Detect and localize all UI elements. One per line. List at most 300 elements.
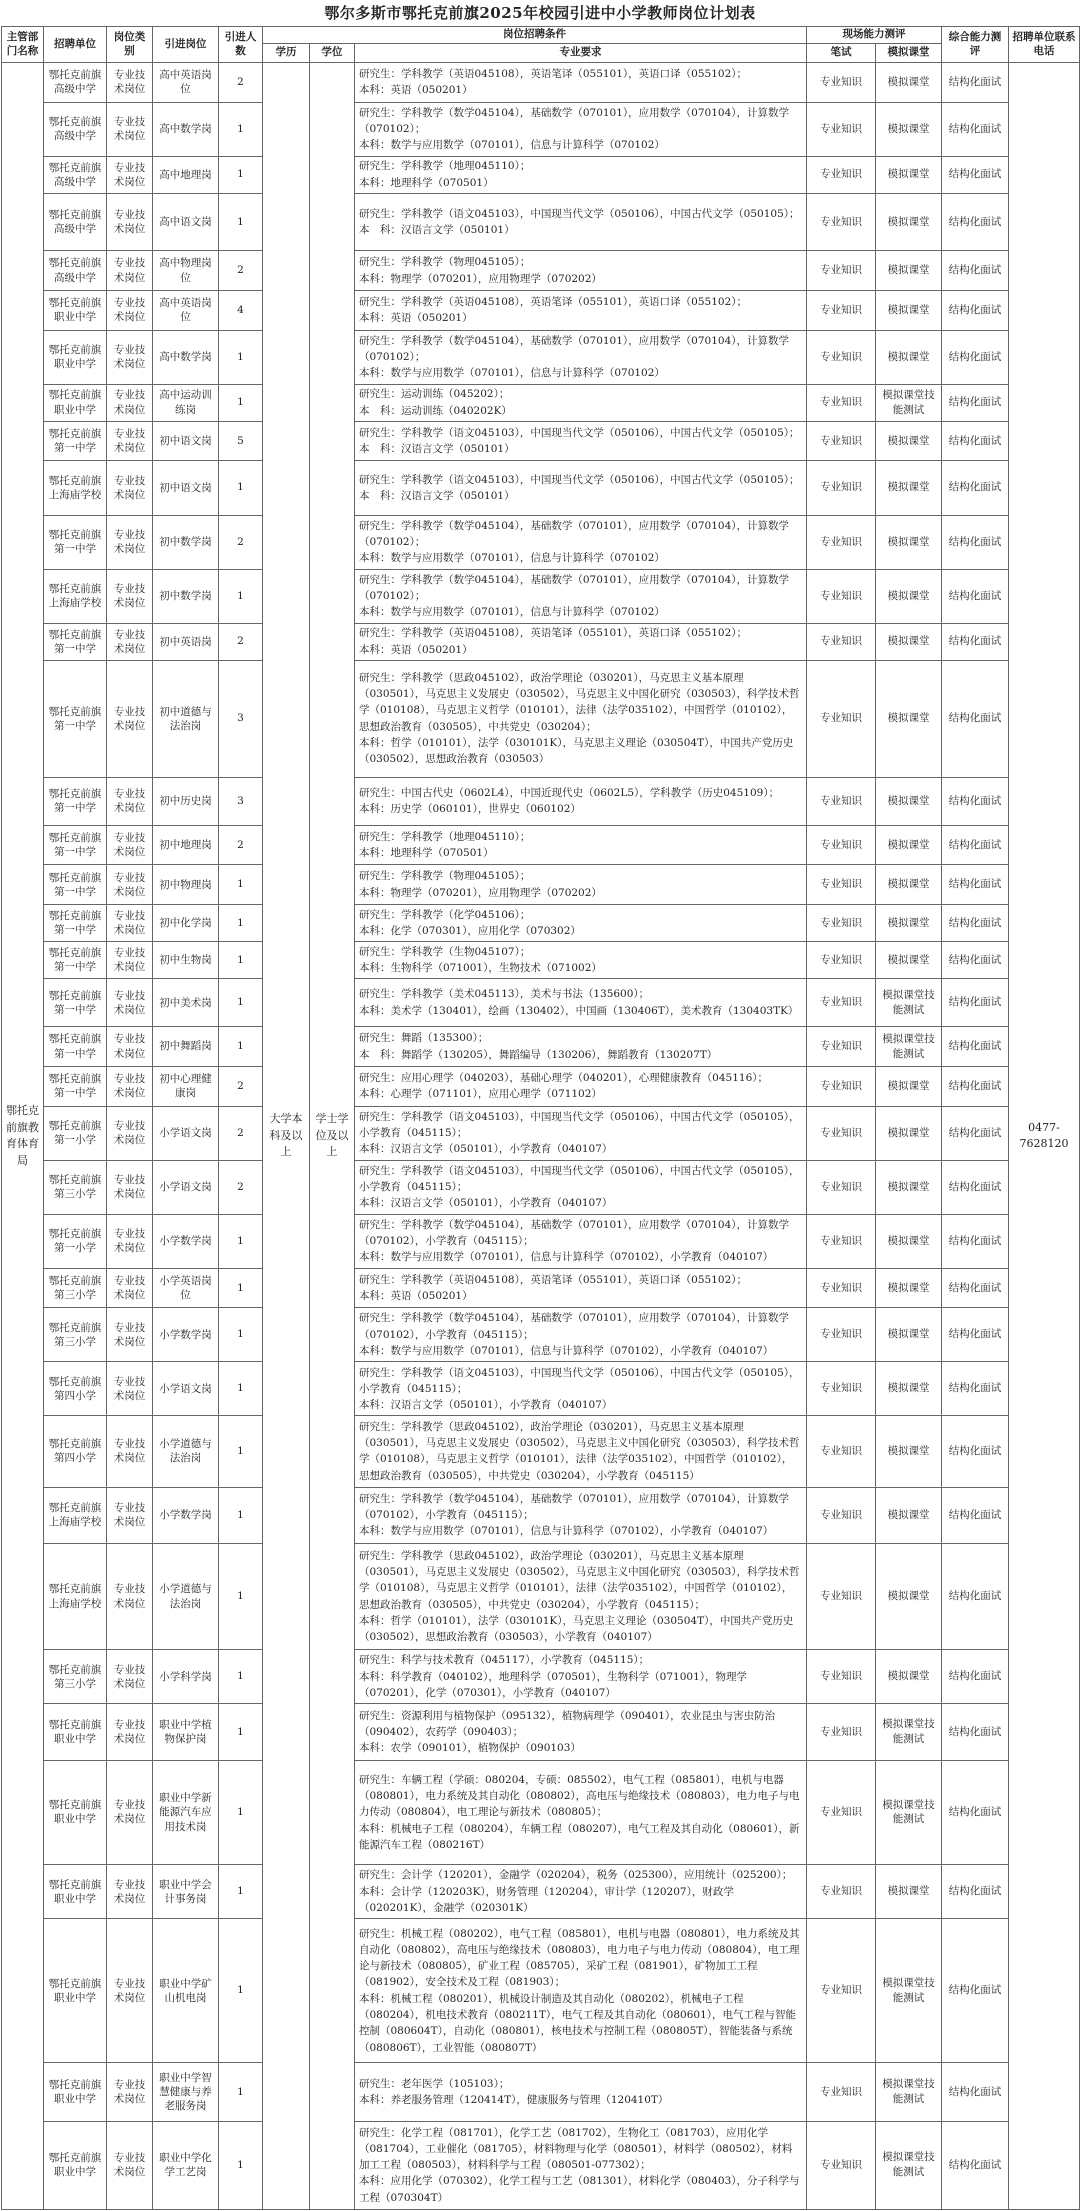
mock-class-cell: 模拟课堂 (876, 1268, 942, 1308)
category-cell: 专业技术岗位 (107, 979, 153, 1027)
category-cell: 专业技术岗位 (107, 515, 153, 569)
unit-cell: 鄂托克前旗职业中学 (44, 1919, 107, 2063)
written-test-cell: 专业知识 (807, 1027, 876, 1067)
mock-class-cell: 模拟课堂 (876, 515, 942, 569)
mock-class-cell: 模拟课堂技能测试 (876, 2121, 942, 2209)
post-cell: 小学语文岗 (153, 1362, 219, 1416)
mock-class-cell: 模拟课堂 (876, 777, 942, 825)
category-cell: 专业技术岗位 (107, 1760, 153, 1864)
unit-cell: 鄂托克前旗职业中学 (44, 330, 107, 384)
mock-class-cell: 模拟课堂 (876, 1865, 942, 1919)
table-row (2, 660, 1080, 777)
mock-class-cell: 模拟课堂 (876, 623, 942, 660)
major-requirement-cell: 研究生：学科教学（美术045113），美术与书法（135600）； 本科：美术学（130401），绘画（130402），中国画（130406T），美术教育（130403TK） (355, 979, 807, 1027)
ability-test-cell: 结构化面试 (942, 63, 1009, 103)
mock-class-cell: 模拟课堂 (876, 1487, 942, 1543)
ability-test-cell: 结构化面试 (942, 1160, 1009, 1214)
written-test-cell: 专业知识 (807, 1106, 876, 1160)
major-requirement-cell: 研究生：学科教学（英语045108），英语笔译（055101），英语口译（055102）； 本科：英语（050201） (355, 623, 807, 660)
category-cell: 专业技术岗位 (107, 942, 153, 979)
table-row (2, 1760, 1080, 1864)
table-row (2, 825, 1080, 865)
post-cell: 初中美术岗 (153, 979, 219, 1027)
ability-test-cell: 结构化面试 (942, 515, 1009, 569)
table-body (2, 63, 1080, 2210)
category-cell: 专业技术岗位 (107, 1268, 153, 1308)
phone-cell: 0477-7628120 (1009, 63, 1080, 2210)
major-requirement-cell: 研究生：学科教学（英语045108），英语笔译（055101），英语口译（055102）； 本科：英语（050201） (355, 63, 807, 103)
category-cell: 专业技术岗位 (107, 421, 153, 461)
category-cell: 专业技术岗位 (107, 1416, 153, 1487)
written-test-cell: 专业知识 (807, 1650, 876, 1704)
table-row (2, 942, 1080, 979)
mock-class-cell: 模拟课堂 (876, 1362, 942, 1416)
mock-class-cell: 模拟课堂 (876, 461, 942, 515)
category-cell: 专业技术岗位 (107, 1027, 153, 1067)
written-test-cell: 专业知识 (807, 1268, 876, 1308)
mock-class-cell: 模拟课堂 (876, 905, 942, 942)
ability-test-cell: 结构化面试 (942, 1416, 1009, 1487)
mock-class-cell: 模拟课堂 (876, 1106, 942, 1160)
category-cell: 专业技术岗位 (107, 1704, 153, 1760)
unit-cell: 鄂托克前旗第一小学 (44, 1214, 107, 1268)
written-test-cell: 专业知识 (807, 515, 876, 569)
ability-test-cell: 结构化面试 (942, 777, 1009, 825)
ability-test-cell: 结构化面试 (942, 461, 1009, 515)
major-requirement-cell: 研究生：学科教学（语文045103），中国现当代文学（050106），中国古代文学（050105）； 本 科：汉语言文学（050101） (355, 461, 807, 515)
written-test-cell: 专业知识 (807, 251, 876, 291)
count-cell: 1 (219, 193, 263, 250)
table-row (2, 979, 1080, 1027)
header-onsite: 现场能力测评 (807, 27, 942, 44)
category-cell: 专业技术岗位 (107, 290, 153, 330)
unit-cell: 鄂托克前旗第三小学 (44, 1650, 107, 1704)
written-test-cell: 专业知识 (807, 1362, 876, 1416)
ability-test-cell: 结构化面试 (942, 1027, 1009, 1067)
major-requirement-cell: 研究生：中国古代史（0602L4），中国近现代史（0602L5），学科教学（历史045109）； 本科：历史学（060101），世界史（060102） (355, 777, 807, 825)
post-cell: 高中物理岗位 (153, 251, 219, 291)
unit-cell: 鄂托克前旗第一小学 (44, 1106, 107, 1160)
written-test-cell: 专业知识 (807, 979, 876, 1027)
unit-cell: 鄂托克前旗职业中学 (44, 2121, 107, 2209)
table-row (2, 515, 1080, 569)
table-row (2, 63, 1080, 103)
post-cell: 小学语文岗 (153, 1160, 219, 1214)
mock-class-cell: 模拟课堂技能测试 (876, 1919, 942, 2063)
category-cell: 专业技术岗位 (107, 1308, 153, 1362)
ability-test-cell: 结构化面试 (942, 569, 1009, 623)
ability-test-cell: 结构化面试 (942, 1760, 1009, 1864)
count-cell: 1 (219, 1704, 263, 1760)
post-cell: 职业中学智慧健康与养老服务岗 (153, 2063, 219, 2121)
category-cell: 专业技术岗位 (107, 63, 153, 103)
mock-class-cell: 模拟课堂 (876, 660, 942, 777)
mock-class-cell: 模拟课堂技能测试 (876, 2063, 942, 2121)
unit-cell: 鄂托克前旗第一中学 (44, 623, 107, 660)
unit-cell: 鄂托克前旗第四小学 (44, 1416, 107, 1487)
major-requirement-cell: 研究生：学科教学（数学045104），基础数学（070101），应用数学（070104），计算数学（070102）； 本科：数学与应用数学（070101），信息与计算科学（070102） (355, 330, 807, 384)
ability-test-cell: 结构化面试 (942, 193, 1009, 250)
table-row (2, 1865, 1080, 1919)
major-requirement-cell: 研究生：学科教学（语文045103），中国现当代文学（050106），中国古代文学（050105）； 本 科：汉语言文学（050101） (355, 193, 807, 250)
written-test-cell: 专业知识 (807, 660, 876, 777)
table-row (2, 2063, 1080, 2121)
count-cell: 1 (219, 1214, 263, 1268)
table-row (2, 2121, 1080, 2209)
major-requirement-cell: 研究生：学科教学（化学045106）； 本科：化学（070301），应用化学（070302） (355, 905, 807, 942)
ability-test-cell: 结构化面试 (942, 1308, 1009, 1362)
major-requirement-cell: 研究生：学科教学（语文045103），中国现当代文学（050106），中国古代文学（050105），小学教育（045115）； 本科：汉语言文学（050101），小学教育（040107） (355, 1106, 807, 1160)
major-requirement-cell: 研究生：学科教学（英语045108），英语笔译（055101），英语口译（055102）； 本科：英语（050201） (355, 290, 807, 330)
unit-cell: 鄂托克前旗职业中学 (44, 1704, 107, 1760)
header-post: 引进岗位 (153, 27, 219, 63)
count-cell: 1 (219, 330, 263, 384)
table-row (2, 384, 1080, 421)
education-cell: 大学本科及以上 (263, 63, 310, 2210)
major-requirement-cell: 研究生：学科教学（物理045105）； 本科：物理学（070201），应用物理学（070202） (355, 251, 807, 291)
ability-test-cell: 结构化面试 (942, 979, 1009, 1027)
major-requirement-cell: 研究生：学科教学（地理045110）； 本科：地理科学（070501） (355, 825, 807, 865)
post-cell: 职业中学新能源汽车应用技术岗 (153, 1760, 219, 1864)
unit-cell: 鄂托克前旗高级中学 (44, 63, 107, 103)
table-row (2, 1214, 1080, 1268)
header-phone: 招聘单位联系电话 (1009, 27, 1080, 63)
category-cell: 专业技术岗位 (107, 905, 153, 942)
written-test-cell: 专业知识 (807, 193, 876, 250)
post-cell: 初中英语岗 (153, 623, 219, 660)
written-test-cell: 专业知识 (807, 1308, 876, 1362)
post-cell: 初中舞蹈岗 (153, 1027, 219, 1067)
major-requirement-cell: 研究生：学科教学（物理045105）； 本科：物理学（070201），应用物理学（070202） (355, 865, 807, 905)
ability-test-cell: 结构化面试 (942, 1066, 1009, 1106)
unit-cell: 鄂托克前旗高级中学 (44, 251, 107, 291)
written-test-cell: 专业知识 (807, 1066, 876, 1106)
ability-test-cell: 结构化面试 (942, 623, 1009, 660)
count-cell: 1 (219, 461, 263, 515)
ability-test-cell: 结构化面试 (942, 1865, 1009, 1919)
count-cell: 2 (219, 251, 263, 291)
count-cell: 1 (219, 102, 263, 156)
count-cell: 1 (219, 1362, 263, 1416)
unit-cell: 鄂托克前旗第一中学 (44, 905, 107, 942)
major-requirement-cell: 研究生：机械工程（080202），电气工程（085801），电机与电器（080801），电力系统及其自动化（080802），高电压与绝缘技术（080803），电力电子与电力传动（080804），电工理论与新技术（080805），矿业工程（085705），采矿工程（081901），矿物加工工程（081902），安全技术及工程（081903）； 本科：机械工程（080201），机械设计制造及其自动化（080202），机械电子工程（080204），机电技术教育（080211T），电气工程及其自动化（080601），电气工程与智能控制（080604T），自动化（080801），核电技术与控制工程（080805T），智能装备与系统（080806T），工业智能（080807T） (355, 1919, 807, 2063)
count-cell: 3 (219, 777, 263, 825)
written-test-cell: 专业知识 (807, 623, 876, 660)
unit-cell: 鄂托克前旗高级中学 (44, 156, 107, 193)
post-cell: 小学数学岗 (153, 1214, 219, 1268)
mock-class-cell: 模拟课堂 (876, 421, 942, 461)
mock-class-cell: 模拟课堂 (876, 1416, 942, 1487)
major-requirement-cell: 研究生：学科教学（语文045103），中国现当代文学（050106），中国古代文学（050105），小学教育（045115）； 本科：汉语言文学（050101），小学教育（040107） (355, 1362, 807, 1416)
table-row (2, 1487, 1080, 1543)
major-requirement-cell: 研究生：应用心理学（040203），基础心理学（040201），心理健康教育（045116）； 本科：心理学（071101），应用心理学（071102） (355, 1066, 807, 1106)
table-row (2, 1919, 1080, 2063)
post-cell: 小学英语岗位 (153, 1268, 219, 1308)
table-row (2, 1362, 1080, 1416)
post-cell: 初中数学岗 (153, 569, 219, 623)
category-cell: 专业技术岗位 (107, 1066, 153, 1106)
unit-cell: 鄂托克前旗第一中学 (44, 421, 107, 461)
category-cell: 专业技术岗位 (107, 1919, 153, 2063)
mock-class-cell: 模拟课堂 (876, 569, 942, 623)
major-requirement-cell: 研究生：学科教学（思政045102），政治学理论（030201），马克思主义基本原理（030501），马克思主义发展史（030502），马克思主义中国化研究（030503），科学技术哲学（010108），马克思主义哲学（010101），法律（法学035102），中国哲学（010102），思想政治教育（030505），中共党史（030204），小学教育（045115）； 本科：哲学（010101），法学（030101K），马克思主义理论（030504T），中国共产党历史（030502），思想政治教育（030503），小学教育（040107） (355, 1543, 807, 1649)
count-cell: 2 (219, 1106, 263, 1160)
count-cell: 1 (219, 1487, 263, 1543)
ability-test-cell: 结构化面试 (942, 2121, 1009, 2209)
category-cell: 专业技术岗位 (107, 660, 153, 777)
post-cell: 高中英语岗位 (153, 63, 219, 103)
written-test-cell: 专业知识 (807, 2121, 876, 2209)
table-row (2, 1650, 1080, 1704)
post-cell: 职业中学会计事务岗 (153, 1865, 219, 1919)
written-test-cell: 专业知识 (807, 330, 876, 384)
major-requirement-cell: 研究生：学科教学（思政045102），政治学理论（030201），马克思主义基本原理（030501），马克思主义发展史（030502），马克思主义中国化研究（030503），科学技术哲学（010108），马克思主义哲学（010101），法律（法学035102），中国哲学（010102），思想政治教育（030505），中共党史（030204）； 本科：哲学（010101），法学（030101K），马克思主义理论（030504T），中国共产党历史（030502），思想政治教育（030503） (355, 660, 807, 777)
mock-class-cell: 模拟课堂 (876, 1543, 942, 1649)
ability-test-cell: 结构化面试 (942, 1362, 1009, 1416)
category-cell: 专业技术岗位 (107, 1106, 153, 1160)
major-requirement-cell: 研究生：资源利用与植物保护（095132），植物病理学（090401），农业昆虫与害虫防治（090402），农药学（090403）； 本科：农学（090101），植物保护（090103） (355, 1704, 807, 1760)
table-row (2, 905, 1080, 942)
post-cell: 高中运动训练岗 (153, 384, 219, 421)
mock-class-cell: 模拟课堂技能测试 (876, 979, 942, 1027)
unit-cell: 鄂托克前旗职业中学 (44, 384, 107, 421)
count-cell: 1 (219, 1919, 263, 2063)
post-cell: 初中物理岗 (153, 865, 219, 905)
unit-cell: 鄂托克前旗上海庙学校 (44, 569, 107, 623)
major-requirement-cell: 研究生：学科教学（英语045108），英语笔译（055101），英语口译（055102）； 本科：英语（050201） (355, 1268, 807, 1308)
unit-cell: 鄂托克前旗上海庙学校 (44, 1543, 107, 1649)
header-written: 笔试 (807, 44, 876, 63)
header-mock: 模拟课堂 (876, 44, 942, 63)
unit-cell: 鄂托克前旗第三小学 (44, 1268, 107, 1308)
written-test-cell: 专业知识 (807, 461, 876, 515)
major-requirement-cell: 研究生：化学工程（081701），化学工艺（081702），生物化工（081703），应用化学（081704），工业催化（081705），材料物理与化学（080501），材料学（080502），材料加工工程（080503），材料科学与工程（080501-077302）； 本科：应用化学（070302），化学工程与工艺（081301），材料化学（080403），分子科学与工程（070304T） (355, 2121, 807, 2209)
post-cell: 初中生物岗 (153, 942, 219, 979)
table-row (2, 1066, 1080, 1106)
ability-test-cell: 结构化面试 (942, 1704, 1009, 1760)
table-row (2, 1308, 1080, 1362)
count-cell: 1 (219, 569, 263, 623)
major-requirement-cell: 研究生：学科教学（思政045102），政治学理论（030201），马克思主义基本原理（030501），马克思主义发展史（030502），马克思主义中国化研究（030503），科学技术哲学（010108），马克思主义哲学（010101），法律（法学035102），中国哲学（010102），思想政治教育（030505），中共党史（030204），小学教育（045115） (355, 1416, 807, 1487)
category-cell: 专业技术岗位 (107, 1160, 153, 1214)
unit-cell: 鄂托克前旗第一中学 (44, 825, 107, 865)
count-cell: 1 (219, 1416, 263, 1487)
major-requirement-cell: 研究生：学科教学（生物045107）； 本科：生物科学（071001），生物技术（071002） (355, 942, 807, 979)
category-cell: 专业技术岗位 (107, 193, 153, 250)
mock-class-cell: 模拟课堂 (876, 865, 942, 905)
category-cell: 专业技术岗位 (107, 623, 153, 660)
count-cell: 1 (219, 384, 263, 421)
count-cell: 1 (219, 1650, 263, 1704)
written-test-cell: 专业知识 (807, 905, 876, 942)
unit-cell: 鄂托克前旗第一中学 (44, 515, 107, 569)
ability-test-cell: 结构化面试 (942, 825, 1009, 865)
written-test-cell: 专业知识 (807, 1160, 876, 1214)
written-test-cell: 专业知识 (807, 63, 876, 103)
table-row (2, 421, 1080, 461)
unit-cell: 鄂托克前旗职业中学 (44, 1760, 107, 1864)
ability-test-cell: 结构化面试 (942, 330, 1009, 384)
post-cell: 高中英语岗位 (153, 290, 219, 330)
major-requirement-cell: 研究生：运动训练（045202）； 本 科：运动训练（040202K） (355, 384, 807, 421)
category-cell: 专业技术岗位 (107, 461, 153, 515)
table-row (2, 102, 1080, 156)
post-cell: 高中地理岗 (153, 156, 219, 193)
count-cell: 1 (219, 905, 263, 942)
count-cell: 4 (219, 290, 263, 330)
ability-test-cell: 结构化面试 (942, 1268, 1009, 1308)
table-row (2, 290, 1080, 330)
category-cell: 专业技术岗位 (107, 569, 153, 623)
mock-class-cell: 模拟课堂 (876, 156, 942, 193)
table-row (2, 1106, 1080, 1160)
count-cell: 1 (219, 156, 263, 193)
category-cell: 专业技术岗位 (107, 156, 153, 193)
count-cell: 1 (219, 979, 263, 1027)
mock-class-cell: 模拟课堂 (876, 1214, 942, 1268)
table-row (2, 251, 1080, 291)
header-degree: 学位 (310, 44, 355, 63)
table-row (2, 865, 1080, 905)
count-cell: 1 (219, 1308, 263, 1362)
header-education: 学历 (263, 44, 310, 63)
post-cell: 初中语文岗 (153, 421, 219, 461)
count-cell: 1 (219, 942, 263, 979)
count-cell: 1 (219, 1543, 263, 1649)
post-cell: 职业中学矿山机电岗 (153, 1919, 219, 2063)
written-test-cell: 专业知识 (807, 290, 876, 330)
unit-cell: 鄂托克前旗上海庙学校 (44, 461, 107, 515)
mock-class-cell: 模拟课堂技能测试 (876, 1760, 942, 1864)
table-row (2, 1416, 1080, 1487)
table-row (2, 193, 1080, 250)
major-requirement-cell: 研究生：学科教学（地理045110）； 本科：地理科学（070501） (355, 156, 807, 193)
written-test-cell: 专业知识 (807, 865, 876, 905)
count-cell: 2 (219, 1066, 263, 1106)
category-cell: 专业技术岗位 (107, 1650, 153, 1704)
major-requirement-cell: 研究生：舞蹈（135300）； 本 科：舞蹈学（130205），舞蹈编导（130206），舞蹈教育（130207T） (355, 1027, 807, 1067)
post-cell: 初中心理健康岗 (153, 1066, 219, 1106)
category-cell: 专业技术岗位 (107, 102, 153, 156)
category-cell: 专业技术岗位 (107, 2063, 153, 2121)
mock-class-cell: 模拟课堂 (876, 942, 942, 979)
mock-class-cell: 模拟课堂 (876, 1066, 942, 1106)
post-cell: 高中语文岗 (153, 193, 219, 250)
ability-test-cell: 结构化面试 (942, 942, 1009, 979)
count-cell: 1 (219, 1268, 263, 1308)
table-row (2, 1543, 1080, 1649)
category-cell: 专业技术岗位 (107, 825, 153, 865)
header-category: 岗位类别 (107, 27, 153, 63)
unit-cell: 鄂托克前旗第一中学 (44, 942, 107, 979)
count-cell: 1 (219, 1865, 263, 1919)
unit-cell: 鄂托克前旗高级中学 (44, 102, 107, 156)
written-test-cell: 专业知识 (807, 1760, 876, 1864)
count-cell: 1 (219, 2121, 263, 2209)
post-cell: 小学数学岗 (153, 1487, 219, 1543)
table-row (2, 1160, 1080, 1214)
category-cell: 专业技术岗位 (107, 2121, 153, 2209)
ability-test-cell: 结构化面试 (942, 384, 1009, 421)
degree-cell: 学士学位及以上 (310, 63, 355, 2210)
authority-cell: 鄂托克前旗教育体育局 (2, 63, 44, 2210)
mock-class-cell: 模拟课堂 (876, 251, 942, 291)
recruitment-table (1, 26, 1080, 2210)
post-cell: 小学道德与法治岗 (153, 1543, 219, 1649)
ability-test-cell: 结构化面试 (942, 156, 1009, 193)
count-cell: 1 (219, 1027, 263, 1067)
post-cell: 小学科学岗 (153, 1650, 219, 1704)
unit-cell: 鄂托克前旗第一中学 (44, 865, 107, 905)
post-cell: 初中道德与法治岗 (153, 660, 219, 777)
written-test-cell: 专业知识 (807, 102, 876, 156)
written-test-cell: 专业知识 (807, 1865, 876, 1919)
ability-test-cell: 结构化面试 (942, 1919, 1009, 2063)
unit-cell: 鄂托克前旗第一中学 (44, 777, 107, 825)
mock-class-cell: 模拟课堂 (876, 1650, 942, 1704)
count-cell: 2 (219, 515, 263, 569)
page-title: 鄂尔多斯市鄂托克前旗2025年校园引进中小学教师岗位计划表 (324, 4, 756, 22)
header-count: 引进人数 (219, 27, 263, 63)
mock-class-cell: 模拟课堂 (876, 1160, 942, 1214)
ability-test-cell: 结构化面试 (942, 1214, 1009, 1268)
unit-cell: 鄂托克前旗职业中学 (44, 2063, 107, 2121)
mock-class-cell: 模拟课堂技能测试 (876, 384, 942, 421)
table-row (2, 1268, 1080, 1308)
ability-test-cell: 结构化面试 (942, 1543, 1009, 1649)
post-cell: 高中数学岗 (153, 330, 219, 384)
category-cell: 专业技术岗位 (107, 777, 153, 825)
major-requirement-cell: 研究生：学科教学（数学045104），基础数学（070101），应用数学（070104），计算数学（070102），小学教育（045115）； 本科：数学与应用数学（070101），信息与计算科学（070102），小学教育（040107） (355, 1308, 807, 1362)
category-cell: 专业技术岗位 (107, 330, 153, 384)
count-cell: 1 (219, 1760, 263, 1864)
category-cell: 专业技术岗位 (107, 865, 153, 905)
unit-cell: 鄂托克前旗第一中学 (44, 1027, 107, 1067)
table-header (2, 27, 1080, 63)
unit-cell: 鄂托克前旗职业中学 (44, 1865, 107, 1919)
table-row (2, 623, 1080, 660)
header-unit: 招聘单位 (44, 27, 107, 63)
post-cell: 职业中学植物保护岗 (153, 1704, 219, 1760)
mock-class-cell: 模拟课堂 (876, 825, 942, 865)
count-cell: 3 (219, 660, 263, 777)
unit-cell: 鄂托克前旗上海庙学校 (44, 1487, 107, 1543)
count-cell: 5 (219, 421, 263, 461)
ability-test-cell: 结构化面试 (942, 905, 1009, 942)
header-conditions: 岗位招聘条件 (263, 27, 807, 44)
table-row (2, 156, 1080, 193)
major-requirement-cell: 研究生：学科教学（数学045104），基础数学（070101），应用数学（070104），计算数学（070102）； 本科：数学与应用数学（070101），信息与计算科学（070102） (355, 515, 807, 569)
count-cell: 2 (219, 1160, 263, 1214)
written-test-cell: 专业知识 (807, 156, 876, 193)
unit-cell: 鄂托克前旗高级中学 (44, 193, 107, 250)
written-test-cell: 专业知识 (807, 942, 876, 979)
major-requirement-cell: 研究生：学科教学（数学045104），基础数学（070101），应用数学（070104），计算数学（070102）； 本科：数学与应用数学（070101），信息与计算科学（070102） (355, 569, 807, 623)
count-cell: 2 (219, 825, 263, 865)
category-cell: 专业技术岗位 (107, 1543, 153, 1649)
written-test-cell: 专业知识 (807, 384, 876, 421)
major-requirement-cell: 研究生：学科教学（语文045103），中国现当代文学（050106），中国古代文学（050105）； 本 科：汉语言文学（050101） (355, 421, 807, 461)
major-requirement-cell: 研究生：学科教学（数学045104），基础数学（070101），应用数学（070104），计算数学（070102），小学教育（045115）； 本科：数学与应用数学（070101），信息与计算科学（070102），小学教育（040107） (355, 1214, 807, 1268)
ability-test-cell: 结构化面试 (942, 421, 1009, 461)
unit-cell: 鄂托克前旗第一中学 (44, 660, 107, 777)
written-test-cell: 专业知识 (807, 421, 876, 461)
unit-cell: 鄂托克前旗第一中学 (44, 979, 107, 1027)
post-cell: 初中数学岗 (153, 515, 219, 569)
table-row (2, 1027, 1080, 1067)
post-cell: 高中数学岗 (153, 102, 219, 156)
unit-cell: 鄂托克前旗职业中学 (44, 290, 107, 330)
